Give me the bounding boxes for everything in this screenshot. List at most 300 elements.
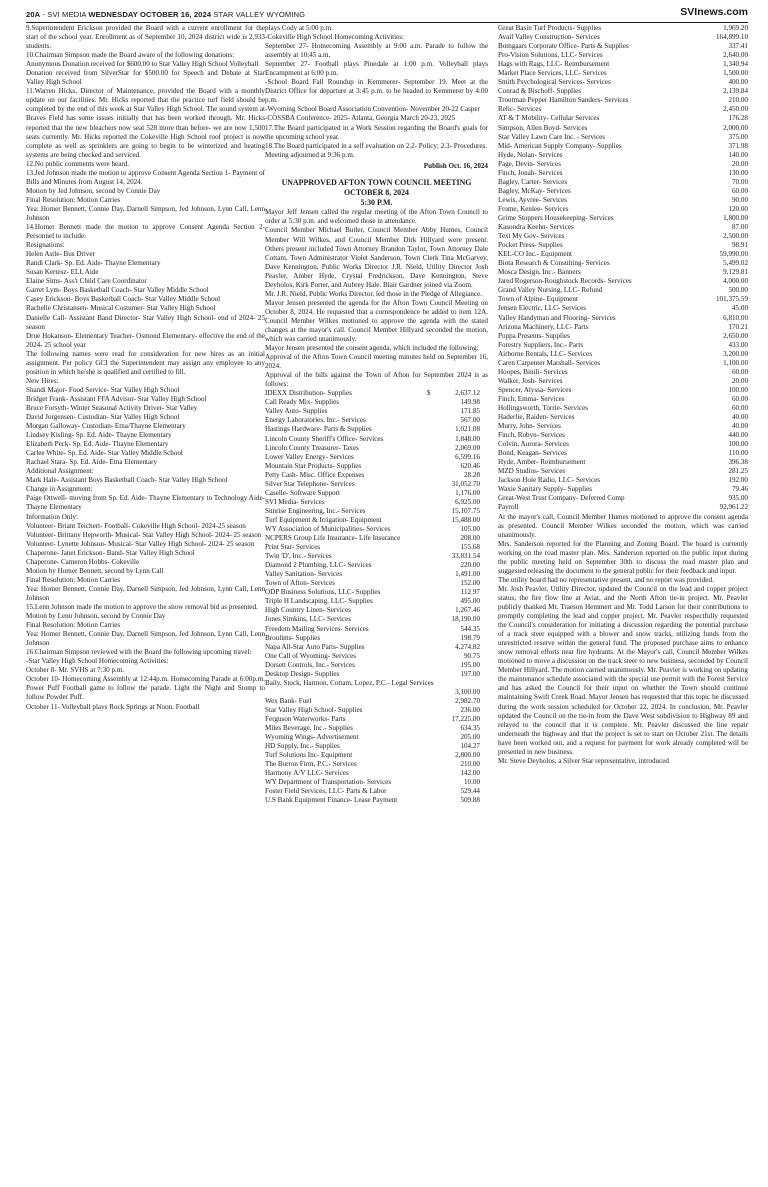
bill-amount: 140.00	[728, 150, 748, 159]
bill-payee: Arizona Machinery, LLC- Parts	[498, 322, 589, 331]
bill-row	[265, 525, 488, 534]
bill-amount: 9,129.81	[723, 268, 748, 277]
bill-amount: 60.00	[732, 394, 748, 403]
bill-payee: Hastings Hardware- Parts & Supplies	[265, 425, 372, 434]
bill-payee: Airborne Rentals, LLC- Services	[498, 349, 592, 358]
paragraph: Elizabeth Peck- Sp. Ed. Aide- Thayne Elementary	[26, 440, 169, 449]
bill-amount: 120.00	[728, 204, 748, 213]
bill-row	[498, 151, 748, 160]
bill-payee: Hags with Rags, LLC- Reimbursement	[498, 60, 610, 69]
paragraph: -School Board Fall Roundup in Kemmerer- September 19. Meet at the District Office for departure at 3:45 p.m. to be headed to Kemmerer by 4:00 p.m.	[265, 78, 488, 105]
paragraph: Helen Astle- Bus Driver	[26, 250, 95, 259]
bill-payee: Smith Psychological Services- Services	[498, 78, 611, 87]
paragraph: At the mayor's call, Council Member Humes motioned to approve the consent agenda as presented. Council Member Wilkes seconded the motion, which was carried unanimously.	[498, 512, 748, 539]
bill-payee: WY Department of Transportation- Services	[265, 778, 392, 787]
paragraph: Bridget Frank- Assistant FFA Advisor- Star Valley High School	[26, 394, 207, 403]
bill-amount: 2,069.00	[455, 443, 480, 452]
paragraph: Volunteer- Lynette Johnson- Musical- Star Valley High School- 2024- 25 season	[26, 539, 255, 548]
paragraph: Elaine Sims- Ass't Child Care Coordinator	[26, 277, 147, 286]
bill-row	[265, 489, 488, 498]
bill-row	[498, 323, 748, 332]
bill-amount: 60.00	[732, 186, 748, 195]
bill-row	[498, 304, 748, 313]
bill-payee: Petty Cash- Misc. Office Expenses	[265, 470, 365, 479]
bill-amount: 40.00	[732, 422, 748, 431]
bill-row	[498, 178, 748, 187]
minutes-time: 5:30 P.M.	[360, 198, 393, 208]
bill-payee: Murry, John- Services	[498, 422, 561, 431]
bill-row	[498, 87, 748, 96]
bill-row	[498, 341, 748, 350]
column-3	[498, 24, 748, 766]
bill-row	[265, 444, 488, 453]
issue-date: WEDNESDAY OCTOBER 16, 2024	[88, 10, 212, 19]
bill-payee: Caren Carpenter Marshall- Services	[498, 358, 601, 367]
publish-notice: Publish Oct. 16, 2024	[423, 161, 488, 170]
bill-amount: 567.00	[460, 416, 480, 425]
bill-amount: 1,500.00	[723, 69, 748, 78]
bill-amount: 400.00	[728, 78, 748, 87]
bill-amount: 935.00	[728, 494, 748, 503]
bill-amount: 2,650.00	[723, 331, 748, 340]
paragraph: plays Cody at 5:00 p.m.	[265, 24, 333, 32]
bill-row	[498, 205, 748, 214]
paragraph: Motion by Jed Johnson, second by Connie Day	[26, 186, 161, 195]
bill-row	[265, 706, 488, 715]
bill-amount: 3,100.00	[455, 687, 480, 696]
bill-amount: 220.00	[460, 561, 480, 570]
bill-amount: 152.00	[460, 579, 480, 588]
bill-payee: Frome, Kenlee- Services	[498, 204, 569, 213]
bill-amount: 90.00	[732, 195, 748, 204]
bill-amount: 164,899.10	[716, 33, 748, 42]
bill-row	[498, 368, 748, 377]
bill-row	[498, 458, 748, 467]
minutes-date: OCTOBER 8, 2024	[344, 187, 409, 197]
bill-payee: Forestry Suppliers, Inc.- Parts	[498, 340, 584, 349]
paragraph: Final Resolution: Motion Carries	[26, 575, 121, 584]
bill-row	[265, 733, 488, 742]
bill-row	[498, 124, 748, 133]
paragraph: Mr. Josh Peavler, Utility Director, updated the Council on the lead and copper project status, the fire flow line at Aviat, and the North Afton tie-in project. Mr. Peavler publicly thanked Mr. Traeson Hemmert and Mr. Todd Larson for their contributions to promptly completing the lead and copper project. Mr. Peavler respectfully requested the Council's consideration for initiating a discussion regarding the potential purchase of a track steer equipped with a blower and snow tracks, utilizing funds from the unrestricted reserve within the general fund. The proposed purchase aims to enhance snow removal efforts near fire hydrants. At the Mayor's call, Council Member Wilkes motioned to move a discussion on the track steer to new business, seconded by Council Member Hillyard. The motion carried unanimously. Mr. Peavler is working on updating the maintenance schedule associated with the special use permit with the Forest Service and has asked the Council for their input on whether the Town should continue maintaining Swift Creek Road. Mayor Jensen has requested that this topic be discussed during the work session scheduled for October 22, 2024. In conclusion, Mr. Peavler updated the Council on the tie-in from the Dave West subdivision to Highway 89 and relayed to the council that it is complete. Mr. Peavler discussed the line repair underneath the highway and that the project is set to start on October 21st. The details have been worked out, and a request for payment for work already completed will be presented in new business.	[498, 584, 748, 756]
bill-payee: Bomgaars Corporate Office- Parts & Supplies	[498, 42, 629, 51]
bill-amount: 1,969.20	[723, 24, 748, 32]
bill-row	[265, 543, 488, 552]
bill-payee: IDEXX Distribution- Supplies	[265, 389, 352, 398]
bill-amount: 112.97	[460, 588, 480, 597]
bill-row	[265, 661, 488, 670]
bill-payee: Jones Simkins, LLC- Services	[265, 615, 352, 624]
column-1	[26, 24, 265, 712]
bill-amount: 105.00	[460, 525, 480, 533]
bill-amount: 2,500.00	[723, 232, 748, 241]
paragraph: Volunteer- Brittany Hepworth- Musical- Star Valley High School- 2024- 25 season	[26, 530, 262, 539]
bill-payee: Payroll	[498, 503, 519, 512]
bill-payee: Walker, Josh- Services	[498, 376, 563, 385]
paragraph: September 27- Football plays Pinedale at 1:00 p.m. Volleyball plays Encampment at 6:00 p.m.	[265, 60, 488, 78]
paragraph: 11.Warren Hicks, Director of Maintenance, provided the Board with a monthly update on our facilities. Mr. Hicks reported that the practice turf field should be completed by the end of this week at Star Valley High School. The sound system at Braves Field has some issues initially that has been worked through. Mr. Hicks reported that the new bleachers now seat 528 more than before- we are now 1,500 seats currently. Mr. Hicks reported the Cokeville High School roof project is now complete as well as sprinklers are going to begin to be winterized and heating systems are being checked and serviced.	[26, 87, 265, 159]
bill-payee: Colvin, Aurora- Services	[498, 440, 569, 449]
bill-amount: 2,982.70	[455, 696, 480, 705]
bill-payee: The Burron Firm, P.C.- Services	[265, 760, 357, 769]
paragraph: 16.Chairman Simpson reviewed with the Board the following upcoming travel:	[26, 648, 252, 657]
paragraph: David Jorgensen- Custodian- Star Valley High School	[26, 413, 180, 422]
bill-amount: 1,100.00	[723, 358, 748, 367]
bill-payee: Haderlie, Raiden- Services	[498, 413, 575, 422]
town-council-minutes	[265, 208, 488, 389]
paragraph: October 11- Volleyball plays Rock Springs at Noon. Football	[26, 702, 200, 711]
paragraph: Meeting adjourned at 9:36 p.m.	[265, 150, 355, 159]
bill-amount: 2,800.00	[455, 751, 480, 760]
bill-row	[265, 579, 488, 588]
bill-row	[498, 96, 748, 105]
bill-row	[265, 787, 488, 796]
paragraph: Paige Ottwell- moving from Sp. Ed. Aide- Thayne Elementary to Technology Aide- Thayne Elementary	[26, 494, 265, 512]
bill-payee: Lincoln County Sheriff's Office- Services	[265, 434, 384, 443]
page-header	[26, 8, 748, 23]
paragraph: Resignations:	[26, 241, 65, 250]
bill-payee: Mountain Star Products- Supplies	[265, 461, 362, 470]
bill-row	[498, 133, 748, 142]
bill-row	[265, 570, 488, 579]
bill-amount: 634.35	[460, 724, 480, 733]
bill-payee: Bagley, McKay- Services	[498, 186, 571, 195]
bill-row	[265, 652, 488, 661]
bill-payee: Turf Solutions Inc- Equipment	[265, 751, 353, 760]
bill-amount: 15,107.75	[451, 506, 480, 515]
bill-row	[498, 187, 748, 196]
bill-amount: 529.44	[460, 787, 480, 796]
bill-amount: 87.00	[732, 223, 748, 232]
bill-amount: 544.35	[460, 624, 480, 633]
bill-row	[498, 51, 748, 60]
bill-payee: NCPERS Group Life Insurance- Life Insurance	[265, 534, 401, 543]
bill-row	[265, 516, 488, 525]
bill-amount: 210.00	[460, 760, 480, 769]
bill-row	[265, 742, 488, 751]
bill-row	[498, 160, 748, 169]
bill-payee: Wyoming Wings- Advertisement	[265, 733, 359, 742]
bill-amount: 495.00	[460, 597, 480, 606]
bill-row	[498, 350, 748, 359]
bill-payee: Hyde, Nolan- Services	[498, 150, 563, 159]
bill-row	[498, 214, 748, 223]
bill-amount: 6,599.16	[455, 452, 480, 461]
bill-amount: 1,848.00	[455, 434, 480, 443]
bill-payee: Lewis, Ayvree- Services	[498, 195, 568, 204]
bill-amount: 2,139.84	[723, 87, 748, 96]
bill-row	[265, 606, 488, 615]
bill-amount: 195.00	[460, 660, 480, 669]
bill-amount: 130.00	[728, 168, 748, 177]
bill-row	[498, 42, 748, 51]
bill-amount: 6,810.00	[723, 313, 748, 322]
bill-amount: 6,925.00	[455, 497, 480, 506]
paragraph: Mr. Steve Deyholos, a Silver Star representative, introduced	[498, 756, 669, 765]
bill-row	[265, 398, 488, 407]
bill-row	[265, 796, 488, 805]
bill-amount: 59,990.00	[719, 250, 748, 259]
bill-payee: Spencer, Alyssa- Services	[498, 385, 572, 394]
bill-amount: 31,052.70	[451, 479, 480, 488]
bill-payee: Miles Beverage, Inc.- Supplies	[265, 724, 353, 733]
bill-amount: 4,000.00	[723, 277, 748, 286]
bill-row	[498, 169, 748, 178]
bill-payee: Turf Equipment & Irrigation- Equipment	[265, 515, 382, 524]
bill-amount: 433.00	[728, 340, 748, 349]
bill-amount: 1,021.08	[455, 425, 480, 434]
column-2	[265, 24, 488, 805]
bill-amount: 33,831.54	[451, 552, 480, 561]
bill-row	[498, 332, 748, 341]
bill-amount: 18,190.00	[451, 615, 480, 624]
bills-list-a	[265, 389, 488, 805]
bill-payee: Foster Field Services, LLC- Parts & Labor	[265, 787, 387, 796]
bill-payee: Lower Valley Energy- Services	[265, 452, 354, 461]
minutes-title: UNAPPROVED AFTON TOWN COUNCIL MEETING	[281, 177, 472, 187]
header-left: 20A - SVI MEDIA WEDNESDAY OCTOBER 16, 2024 STAR VALLEY WYOMING	[26, 10, 306, 19]
paragraph: The following names were read for consideration for new hires as an initial assignment. Per policy GCI the Superintendent may assign any employee to any position in which he/she is qualified and certified to fill.	[26, 349, 265, 376]
bill-row	[265, 498, 488, 507]
bill-amount: 171.85	[460, 407, 480, 416]
paragraph: Yea: Homer Bennett, Connie Day, Darnell Simpson, Jed Johnson, Lynn Call, Lenn Johnson	[26, 204, 265, 222]
bill-row	[265, 769, 488, 778]
issue-place: STAR VALLEY WYOMING	[213, 10, 306, 19]
bill-amount: 40.00	[732, 413, 748, 422]
paragraph: Mayor Jensen presented the consent agenda, which included the following:	[265, 344, 479, 353]
bill-row	[498, 114, 748, 123]
bill-amount: 620.46	[460, 461, 480, 470]
bill-amount: 100.00	[728, 385, 748, 394]
bill-amount: 1,491.00	[455, 570, 480, 579]
bill-payee: Conrad & Bischoff- Supplies	[498, 87, 582, 96]
paragraph: Rachelle Christansen- Musical Costumer- Star Valley High School	[26, 304, 216, 313]
paragraph: Final Resolution: Motion Carries	[26, 621, 121, 630]
bill-row	[498, 377, 748, 386]
paragraph: 9.Superintendent Erickson provided the Board with a current enrollment for the start of the school year. Enrollment as of September 10, 2024 district wide is 2,933 students.	[26, 24, 265, 51]
bill-payee: Caselle- Software Support	[265, 488, 341, 497]
bill-currency: $	[427, 389, 431, 398]
bill-row	[265, 670, 488, 679]
bill-payee: Jackson Hole Radio, LLC- Services	[498, 476, 601, 485]
paragraph: Mr. J.R. Nield, Public Works Director, led those in the Pledge of Allegiance.	[265, 289, 482, 298]
bill-row	[265, 625, 488, 634]
bill-amount: 170.21	[728, 322, 748, 331]
bill-row	[498, 241, 748, 250]
paragraph: 15.Lenn Johnson made the motion to approve the snow removal bid as presented.	[26, 603, 258, 611]
bill-amount: 3,200.00	[723, 349, 748, 358]
paragraph: Randi Clark- Sp. Ed. Aide- Thayne Elementary	[26, 259, 161, 268]
bill-payee: High Country Linen- Services	[265, 606, 351, 615]
paragraph: October 8- Mr. SVHS at 7:30 p.m.	[26, 666, 125, 675]
bill-amount: 2,450.00	[723, 105, 748, 114]
paragraph: Motion by Lenn Johnson, second by Connie Day	[26, 612, 166, 621]
bill-amount: 1,800.00	[723, 213, 748, 222]
bill-payee: Napa All-Star Auto Parts- Supplies	[265, 642, 365, 651]
bill-row	[498, 268, 748, 277]
paragraph: 12.No public comments were heard.	[26, 159, 130, 168]
bill-amount: 236.00	[460, 705, 480, 714]
bill-row	[265, 588, 488, 597]
bill-row	[498, 232, 748, 241]
bill-amount: 205.00	[460, 733, 480, 742]
bill-amount: 375.00	[728, 132, 748, 141]
bill-amount: 2,640.00	[723, 51, 748, 60]
bill-row	[498, 69, 748, 78]
paragraph: Drue Hokanson- Elementary Teacher- Osmond Elementary- effective the end of the 2024- 25 school year	[26, 331, 265, 349]
paragraph: 17.The Board participated in a Work Session regarding the Board's goals for the upcoming school year.	[265, 123, 488, 141]
bill-payee: Triple H Landscaping, LLC- Supplies	[265, 597, 373, 606]
bill-row	[265, 471, 488, 480]
bill-row	[498, 223, 748, 232]
site-name[interactable]: SVInews.com	[680, 6, 748, 18]
bill-payee: Hoopes, Binili- Services	[498, 367, 568, 376]
paragraph: Chaperone- Cameron Hobbs- Cokeville	[26, 557, 140, 566]
bill-payee: Baily, Stock, Harmon, Cottam, Lopez, P.C.- Legal Services	[265, 678, 434, 687]
bill-payee: ODP Business Solutions, LLC- Supplies	[265, 588, 381, 597]
bill-row	[498, 259, 748, 268]
bill-payee: Silver Star Telephone- Services	[265, 479, 355, 488]
paragraph: Final Resolution: Motion Carries	[26, 195, 121, 204]
paragraph: New Hires:	[26, 376, 59, 385]
paragraph: 14.Homer Bennett made the motion to approve Consent Agenda Section 2- Personnel to include:	[26, 223, 265, 241]
bill-payee: Ferguson Waterworks- Parts	[265, 714, 346, 723]
bill-payee: Town of Afton- Services	[265, 579, 335, 588]
bill-row	[498, 60, 748, 69]
bill-payee: Biota Research & Consulting- Services	[498, 259, 610, 268]
bill-amount: 2,637.12	[455, 389, 480, 398]
bill-amount: 90.75	[464, 651, 480, 660]
bill-row	[265, 480, 488, 489]
bill-amount: 337.41	[728, 42, 748, 51]
bill-amount: 509.88	[460, 796, 480, 805]
paragraph: Bruce Forsyth- Winter Seasonal Activity Driver- Star Valley	[26, 403, 198, 412]
bill-payee: WY Association of Municipalities- Services	[265, 525, 391, 533]
paragraph: Mayor Jeff Jensen called the regular meeting of the Afton Town Council to order at 5:30 p.m. and welcomed those in attendance.	[265, 208, 488, 226]
bill-payee: Broulims- Supplies	[265, 633, 321, 642]
council-minutes-continued	[498, 513, 748, 766]
bill-row	[498, 494, 748, 503]
bill-row	[498, 24, 748, 33]
bill-amount: 15,488.00	[451, 515, 480, 524]
bill-amount: 1,340.94	[723, 60, 748, 69]
paragraph: 10.Chairman Simpson made the Board aware of the following donations:	[26, 51, 235, 60]
paragraph: Carlee White- Sp. Ed. Aide- Star Valley Middle School	[26, 449, 183, 458]
bill-amount: 396.38	[728, 458, 748, 467]
bill-amount: 440.00	[728, 431, 748, 440]
bill-amount: 192.00	[728, 476, 748, 485]
bill-row	[265, 561, 488, 570]
paragraph: Information Only:	[26, 512, 78, 521]
bill-row	[265, 416, 488, 425]
bill-amount: 208.00	[460, 534, 480, 543]
paragraph: Mrs. Sanderson reported for the Planning and Zoning Board. The board is currently working on the road master plan. Mrs. Sanderson reported on the public input during the public meeting held on September 30th to discuss the road master plan and suggested releasing the document to the general public for their feedback and input.	[498, 539, 748, 575]
bill-payee: Town of Alpine- Equipment	[498, 295, 578, 304]
bill-row	[498, 467, 748, 476]
bill-row	[265, 715, 488, 724]
bill-amount: 100.00	[728, 440, 748, 449]
bill-amount: 176.28	[728, 114, 748, 123]
paragraph: -Star Valley High School Homecoming Activities:	[26, 657, 169, 666]
paragraph: Council Member Michael Butler, Council Member Abby Humes, Council Member Will Wilkes, and Council Member Dirk Hillyard were present. Others present included Town Attorney Brandon Taylor, Town Attorney Dale Cottam, Town Administrator Violet Sanderson, Town Clerk Tina McGarvey, Dave Kennington, Public Works Director J.R. Nield, Utility Director Josh Peavler, Amber Hyde, Crystal Fredrickson, Dave Kennington, Steve Deyholos, Kirk Porter, and Aubrey Hale. Blair Gardner joined via Zoom.	[265, 226, 488, 289]
paragraph: October 10- Homecoming Assembly at 12:44p.m. Homecoming Parade at 6:00p.m. Power Puff Football game to follow the parade. Light the Night and Stomp to follow Powder Puff.	[26, 675, 265, 702]
bill-payee: Star Valley Lawn Care Inc. - Services	[498, 132, 606, 141]
bill-amount: 198.79	[460, 633, 480, 642]
bill-row	[498, 359, 748, 368]
paragraph: Garret Lym- Boys Basketball Coach- Star Valley Middle School	[26, 286, 209, 295]
bill-row	[498, 33, 748, 42]
bill-amount: 1,267.46	[455, 606, 480, 615]
bill-amount: 210.00	[728, 96, 748, 105]
bill-payee: MZD Studios- Services	[498, 467, 566, 476]
paragraph: -Cokeville High School Homecoming Activities:	[265, 33, 405, 42]
page-number: 20A	[26, 10, 41, 19]
bill-amount: 17,225.00	[451, 714, 480, 723]
bill-payee: Bagley, Carter- Services	[498, 177, 568, 186]
bill-row	[498, 196, 748, 205]
bill-payee: HD Supply, Inc.- Supplies	[265, 742, 340, 751]
paragraph: September 27- Homecoming Assembly at 9:00 a.m. Parade to follow the assembly at 10:45 a.m.	[265, 42, 488, 60]
bill-payee: U.S Bank Equipment Finance- Lease Payment	[265, 796, 398, 805]
bill-payee: Simpson, Allen Boyd- Services	[498, 123, 588, 132]
bill-row	[265, 634, 488, 643]
bill-payee: Hyde, Amber- Reimbursement	[498, 458, 586, 467]
bill-payee: Grime Stoppers Housekeeping- Services	[498, 213, 614, 222]
bill-payee: Relic- Services	[498, 105, 542, 114]
bill-payee: Wex Bank- Fuel	[265, 696, 312, 705]
paragraph: Susan Kertesz- ELL Aide	[26, 268, 99, 277]
bill-payee: Harmony A/V LLC- Services	[265, 769, 349, 778]
bill-payee: Jared Rogerson-Roughstock Records- Services	[498, 277, 632, 286]
bill-payee: Pocket Press- Supplies	[498, 241, 563, 250]
bill-row	[265, 435, 488, 444]
bill-payee: Kasondra Keehn- Services	[498, 223, 574, 232]
bill-row	[265, 389, 488, 398]
bill-payee: Sunrise Engineering, Inc.- Services	[265, 506, 366, 515]
paragraph: Mark Hale- Assistant Boys Basketball Coach- Star Valley High School	[26, 476, 228, 485]
bill-payee: Diamond 2 Plumbing, LLC- Services	[265, 561, 372, 570]
bill-payee: Mid- American Supply Company- Supplies	[498, 141, 622, 150]
bill-row	[498, 449, 748, 458]
bill-amount: 92,961.22	[719, 503, 748, 512]
outlet-name: SVI MEDIA	[47, 10, 87, 19]
paragraph: Approval of the Afton Town Council meeting minutes held on September 16, 2024.	[265, 353, 488, 371]
bill-payee: Hollingsworth, Torrie- Services	[498, 403, 588, 412]
bill-amount: 371.98	[728, 141, 748, 150]
bill-row	[498, 422, 748, 431]
bill-row	[498, 431, 748, 440]
bill-row	[498, 295, 748, 304]
bill-row	[265, 778, 488, 787]
bill-row	[498, 440, 748, 449]
bill-payee: Energy Laboratories, Inc.- Services	[265, 416, 366, 425]
bill-row	[265, 462, 488, 471]
bill-row	[498, 286, 748, 295]
bill-payee: Grand Valley Nursing, LLC- Refund	[498, 286, 603, 295]
bill-row	[265, 760, 488, 769]
bill-amount: 20.00	[732, 159, 748, 168]
bill-payee: Text My Gov- Services	[498, 232, 565, 241]
bill-payee: Print Star- Services	[265, 543, 321, 552]
bill-amount: 142.00	[460, 769, 480, 778]
bill-amount: 500.00	[728, 286, 748, 295]
bill-amount: 60.00	[732, 403, 748, 412]
paragraph: Donation received from SilverStar for $500.00 for Speech and Debate at Star Valley High School	[26, 69, 265, 87]
bill-payee: Finch, Jonah- Services	[498, 168, 563, 177]
bill-payee: Dorsett Controls, Inc.- Services	[265, 660, 355, 669]
bill-amount: 197.00	[460, 669, 480, 678]
paragraph: 13.Jed Johnson made the motion to approve Consent Agenda Section 1- Payment of Bills and Minutes from August 14, 2024.	[26, 168, 265, 186]
